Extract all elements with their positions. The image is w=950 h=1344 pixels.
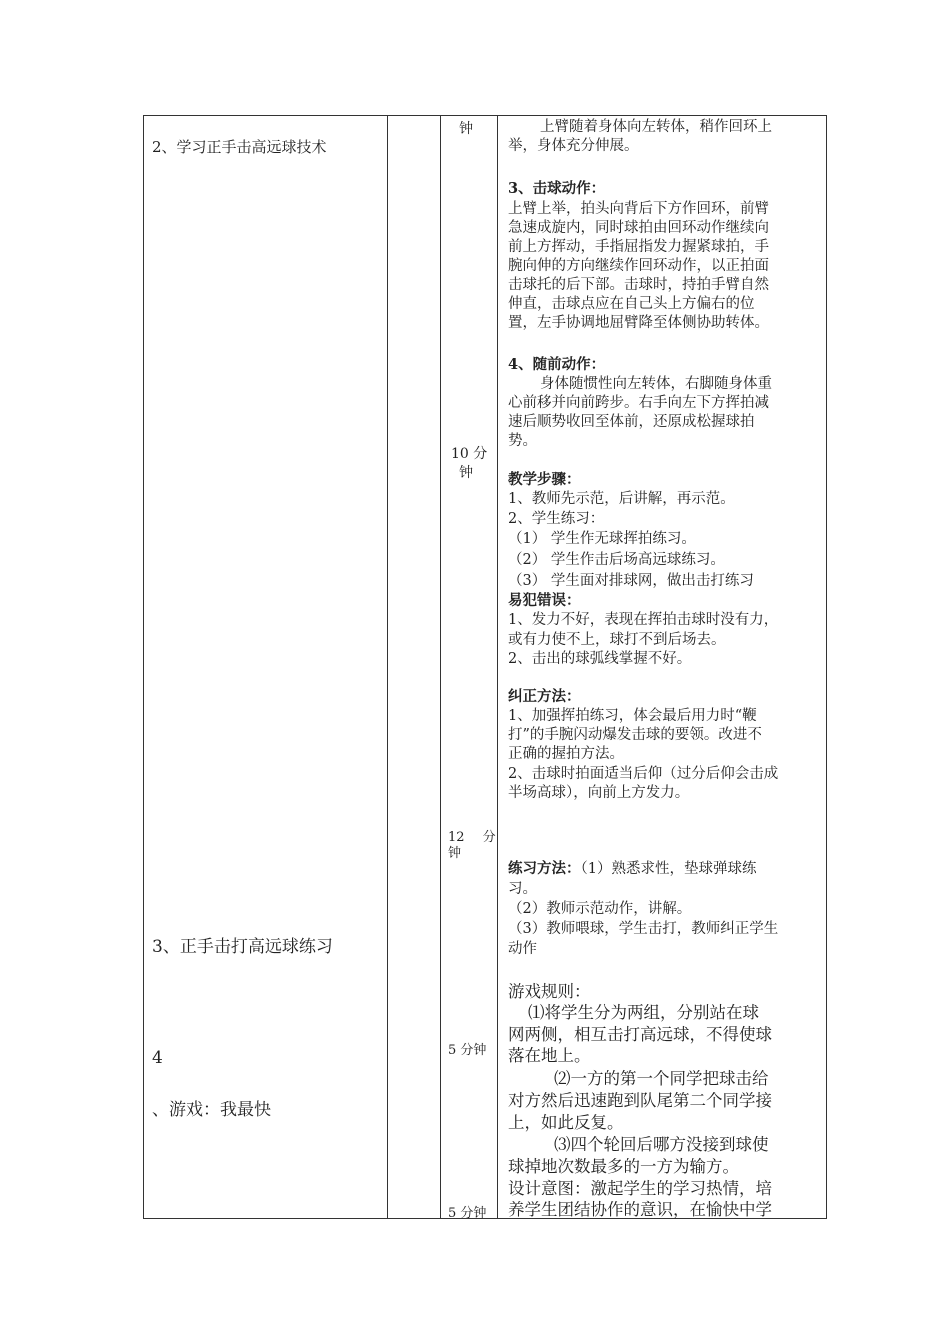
item-game-number: 4 bbox=[152, 1048, 163, 1068]
text-line: 置，左手协调地屈臂降至体侧协助转体。 bbox=[508, 315, 769, 331]
text-line: 腕向伸的方向继续作回环动作，以正拍面 bbox=[508, 258, 769, 274]
text-line: 动作 bbox=[508, 941, 537, 957]
text-line: 身体随惯性向左转体，右脚随身体重 bbox=[540, 376, 772, 392]
text-line: 上臂上举，拍头向背后下方作回环，前臂 bbox=[508, 201, 769, 217]
text-line: （3） 学生面对排球网，做出击打练习 bbox=[508, 573, 754, 589]
duration-4: 5 分钟 bbox=[448, 1043, 487, 1058]
text-line: （2）教师示范动作，讲解。 bbox=[508, 901, 692, 917]
section-heading-follow: 4、随前动作： bbox=[508, 356, 606, 373]
text-line: 上臂随着身体向左转体，稍作回环上 bbox=[540, 119, 772, 135]
text-line: 前上方挥动，手指屈指发力握紧球拍，手 bbox=[508, 239, 769, 255]
text-line: 心前移并向前跨步。右手向左下方挥拍减 bbox=[508, 395, 769, 411]
text-line: 习。 bbox=[508, 881, 537, 897]
text-line: 1、发力不好，表现在挥拍击球时没有力， bbox=[508, 612, 779, 628]
text-line: 2、击出的球弧线掌握不好。 bbox=[508, 651, 692, 667]
text-line: （2） 学生作击后场高远球练习。 bbox=[508, 552, 725, 568]
text-line: 2、学生练习： bbox=[508, 511, 605, 527]
game-rule-line: ⑴将学生分为两组，分别站在球 bbox=[528, 1003, 759, 1022]
game-rules-title: 游戏规则： bbox=[508, 982, 591, 1001]
text-line: 或有力使不上，球打不到后场去。 bbox=[508, 632, 726, 648]
table-right-border bbox=[826, 115, 827, 1219]
game-rule-line: ⑵一方的第一个同学把球击给 bbox=[554, 1069, 769, 1088]
table-left-border bbox=[143, 115, 144, 1219]
design-intent-line: 设计意图：激起学生的学习热情，培 bbox=[508, 1179, 772, 1198]
duration-3-b: 钟 bbox=[448, 846, 462, 861]
game-rule-line: 落在地上。 bbox=[508, 1046, 591, 1065]
game-rule-line: ⑶四个轮回后哪方没接到球使 bbox=[554, 1135, 769, 1154]
game-rule-line: 上，如此反复。 bbox=[508, 1113, 624, 1132]
section-heading-fix: 纠正方法： bbox=[508, 688, 581, 705]
table-top-border bbox=[143, 115, 826, 116]
section-heading-practice: 练习方法： bbox=[508, 860, 581, 877]
text-line: （3）教师喂球，学生击打，教师纠正学生 bbox=[508, 921, 779, 937]
column-divider-3 bbox=[497, 115, 498, 1219]
text-line: 半场高球），向前上方发力。 bbox=[508, 785, 690, 801]
duration-2-a: 10 分 bbox=[451, 446, 488, 462]
duration-2-b: 钟 bbox=[459, 465, 473, 481]
column-divider-1 bbox=[387, 115, 388, 1219]
text-line: 伸直，击球点应在自己头上方偏右的位 bbox=[508, 296, 755, 312]
practice-method bbox=[508, 860, 756, 879]
section-heading-errors: 易犯错误： bbox=[508, 592, 581, 609]
design-intent-line: 养学生团结协作的意识，在愉快中学 bbox=[508, 1200, 772, 1219]
text-line: 速后顺势收回至体前，还原成松握球拍 bbox=[508, 414, 755, 430]
text-line: 击球托的后下部。击球时，持拍手臂自然 bbox=[508, 277, 769, 293]
duration-1: 钟 bbox=[459, 121, 473, 137]
text-line: （1） 学生作无球挥拍练习。 bbox=[508, 531, 696, 547]
game-rule-line: 网两侧，相互击打高远球，不得使球 bbox=[508, 1025, 772, 1044]
game-rule-line: 对方然后迅速跑到队尾第二个同学接 bbox=[508, 1091, 772, 1110]
section-heading-hit: 3、击球动作： bbox=[508, 180, 606, 197]
column-divider-2 bbox=[440, 115, 441, 1219]
item-learn-technique: 2、学习正手击高远球技术 bbox=[152, 138, 327, 156]
text-line: 急速成旋内，同时球拍由回环动作继续向 bbox=[508, 220, 769, 236]
text-line: 1、教师先示范，后讲解，再示范。 bbox=[508, 491, 735, 507]
duration-3-a: 12 分 bbox=[448, 830, 496, 845]
text-line: 1、加强挥拍练习，体会最后用力时“鞭 bbox=[508, 708, 757, 724]
section-heading-steps: 教学步骤： bbox=[508, 471, 581, 488]
duration-5: 5 分钟 bbox=[448, 1206, 487, 1221]
item-game: 、游戏：我最快 bbox=[152, 1100, 271, 1120]
item-practice: 3、正手击打高远球练习 bbox=[152, 937, 333, 957]
game-rule-line: 球掉地次数最多的一方为输方。 bbox=[508, 1157, 739, 1176]
text-line: （1）熟悉求性，垫球弹球练 bbox=[580, 861, 757, 877]
text-line: 2、击球时拍面适当后仰（过分后仰会击成 bbox=[508, 766, 779, 782]
text-line: 正确的握拍方法。 bbox=[508, 746, 624, 762]
text-line: 举，身体充分伸展。 bbox=[508, 138, 639, 154]
text-line: 势。 bbox=[508, 433, 537, 449]
text-line: 打”的手腕闪动爆发击球的要领。改进不 bbox=[508, 727, 762, 743]
